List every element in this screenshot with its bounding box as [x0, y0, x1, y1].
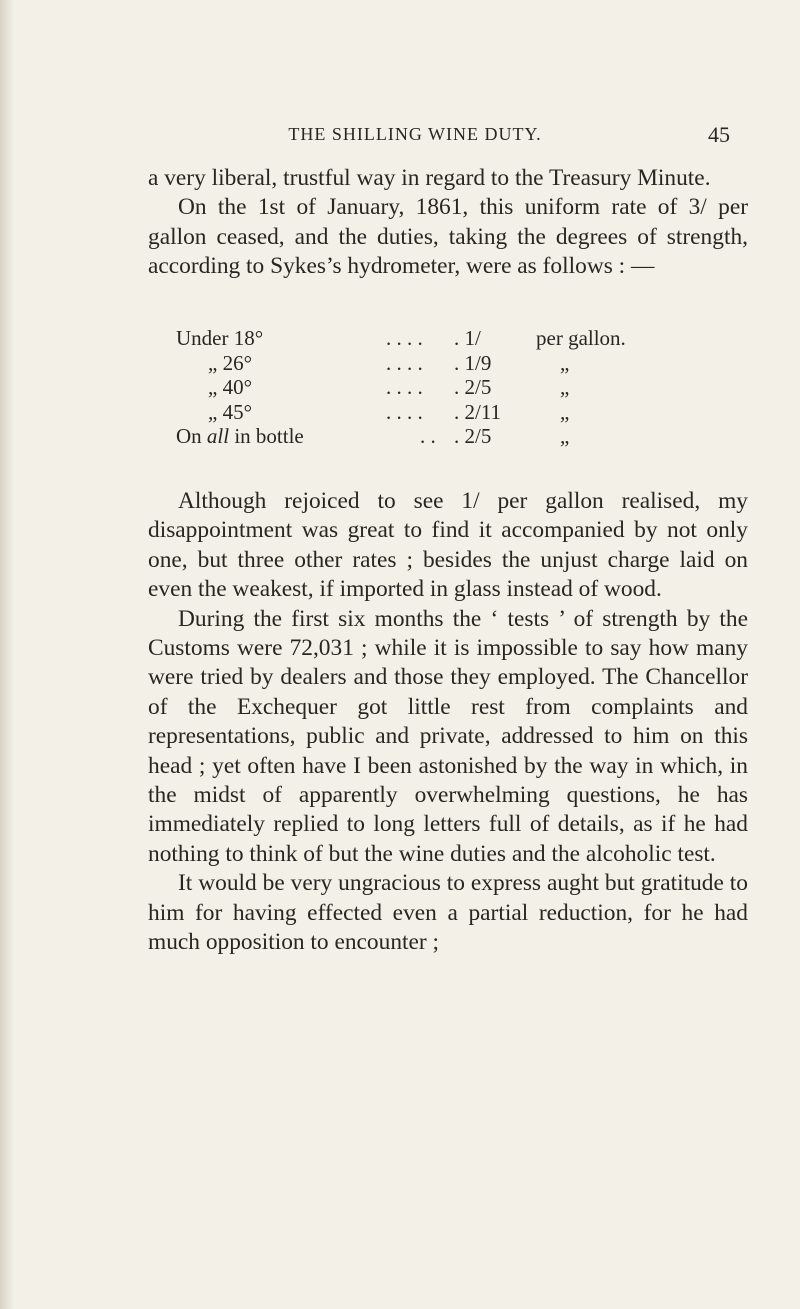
leader-dots: . . — [420, 424, 436, 448]
paragraph-rates: Although rejoiced to see 1/ per gallon realised, my disappointment was great to find it accompanied by not only one, but three other rates ; besides the unjust charge laid on even the weakest, if imported in glass instead of wood. — [148, 488, 748, 603]
duty-row — [176, 400, 736, 425]
page-number: 45 — [708, 122, 730, 147]
duty-strength: Under 18° — [176, 326, 264, 350]
leader-dots: . . . . — [386, 350, 423, 375]
duty-strength — [176, 424, 304, 449]
duty-row — [176, 351, 736, 376]
paragraph-gratitude: It would be very ungracious to express aught but gratitude to him for having effected even a partial reduction, for he had much opposition to encounter ; — [148, 870, 748, 956]
duty-strength: „ 26° — [208, 350, 252, 375]
paragraph-duties-intro: On the 1st of January, 1861, this uniform rate of 3/ per gallon ceased, and the duties, taking the degrees of strength, according to Sykes’s hydrometer, were as follows : — — [148, 194, 748, 280]
leader-dots: . . . . — [386, 399, 423, 424]
label-emphasis: all — [206, 424, 230, 448]
label-prefix: On — [176, 424, 207, 448]
duty-rate: . 1/ — [454, 326, 481, 350]
leader-dots: . . . . — [386, 326, 423, 350]
paragraph-tests: During the first six months the ‘ tests ’ of strength by the Customs were 72,031 ; while it is impossible to say how many were tried by dealers and those they employed. The Chancellor of the Exchequer got little rest from complaints and representations, public and private, addressed to him on this head ; yet often have I been astonished by the way in which, in the midst of apparently overwhelming questions, he has immediately replied to long letters full of details, as if he had nothing to think of but the wine duties and the alcoholic test. — [148, 605, 748, 867]
duty-rate: . 2/5 — [454, 375, 492, 399]
duty-row — [176, 424, 736, 449]
running-head: THE SHILLING WINE DUTY. — [288, 124, 542, 144]
leader-dots: . . . . — [386, 375, 423, 399]
paragraph-continuation: a very liberal, trustful way in regard to the Treasury Minute. — [148, 165, 711, 191]
page-edge-shadow — [0, 0, 14, 1309]
duty-strength: „ 45° — [208, 399, 252, 424]
duty-rate: . 2/11 — [454, 399, 502, 424]
duty-row — [176, 326, 736, 351]
duty-unit: per gallon. — [536, 326, 626, 350]
duty-unit: „ — [560, 424, 570, 448]
text-block-top — [148, 164, 748, 282]
text-block-bottom — [148, 487, 748, 958]
page-header — [100, 122, 730, 152]
duty-table — [176, 326, 736, 449]
label-suffix: in bottle — [229, 424, 304, 448]
duty-rate: . 2/5 — [454, 424, 492, 448]
duty-strength: „ 40° — [208, 375, 252, 399]
duty-row — [176, 375, 736, 400]
duty-unit: „ — [560, 399, 570, 424]
duty-unit: „ — [560, 375, 570, 399]
duty-unit: „ — [560, 350, 570, 375]
duty-rate: . 1/9 — [454, 350, 492, 375]
